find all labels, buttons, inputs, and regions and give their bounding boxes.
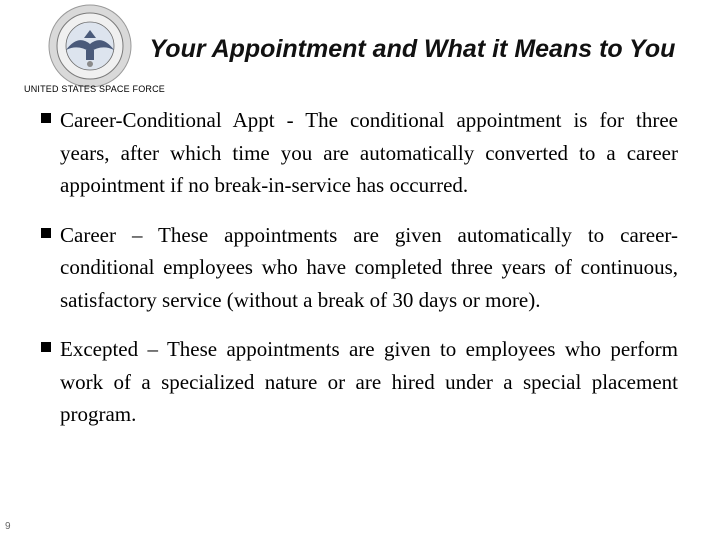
list-item [60, 219, 678, 317]
bullet-list [60, 104, 678, 448]
square-bullet-icon [41, 113, 51, 123]
list-item [60, 104, 678, 202]
square-bullet-icon [41, 342, 51, 352]
page-title: Your Appointment and What it Means to You [149, 35, 676, 63]
square-bullet-icon [41, 228, 51, 238]
bullet-text-excepted: Excepted – These appointments are given to employees who perform work of a specialized nature or are hired under a special placement program. [60, 337, 678, 426]
bullet-text-career: Career – These appointments are given automatically to career-conditional employees who have completed three years of continuous, satisfactory service (without a break of 30 days or more). [60, 222, 678, 312]
organization-label: UNITED STATES SPACE FORCE [24, 84, 166, 94]
bullet-text-career-conditional: Career-Conditional Appt - The conditional appointment is for three years, after which time you are automatically converted to a career appointment if no break-in-service has occurred. [60, 108, 678, 197]
list-item [60, 333, 678, 431]
page-number: 9 [5, 521, 11, 532]
department-seal-icon [48, 4, 132, 88]
